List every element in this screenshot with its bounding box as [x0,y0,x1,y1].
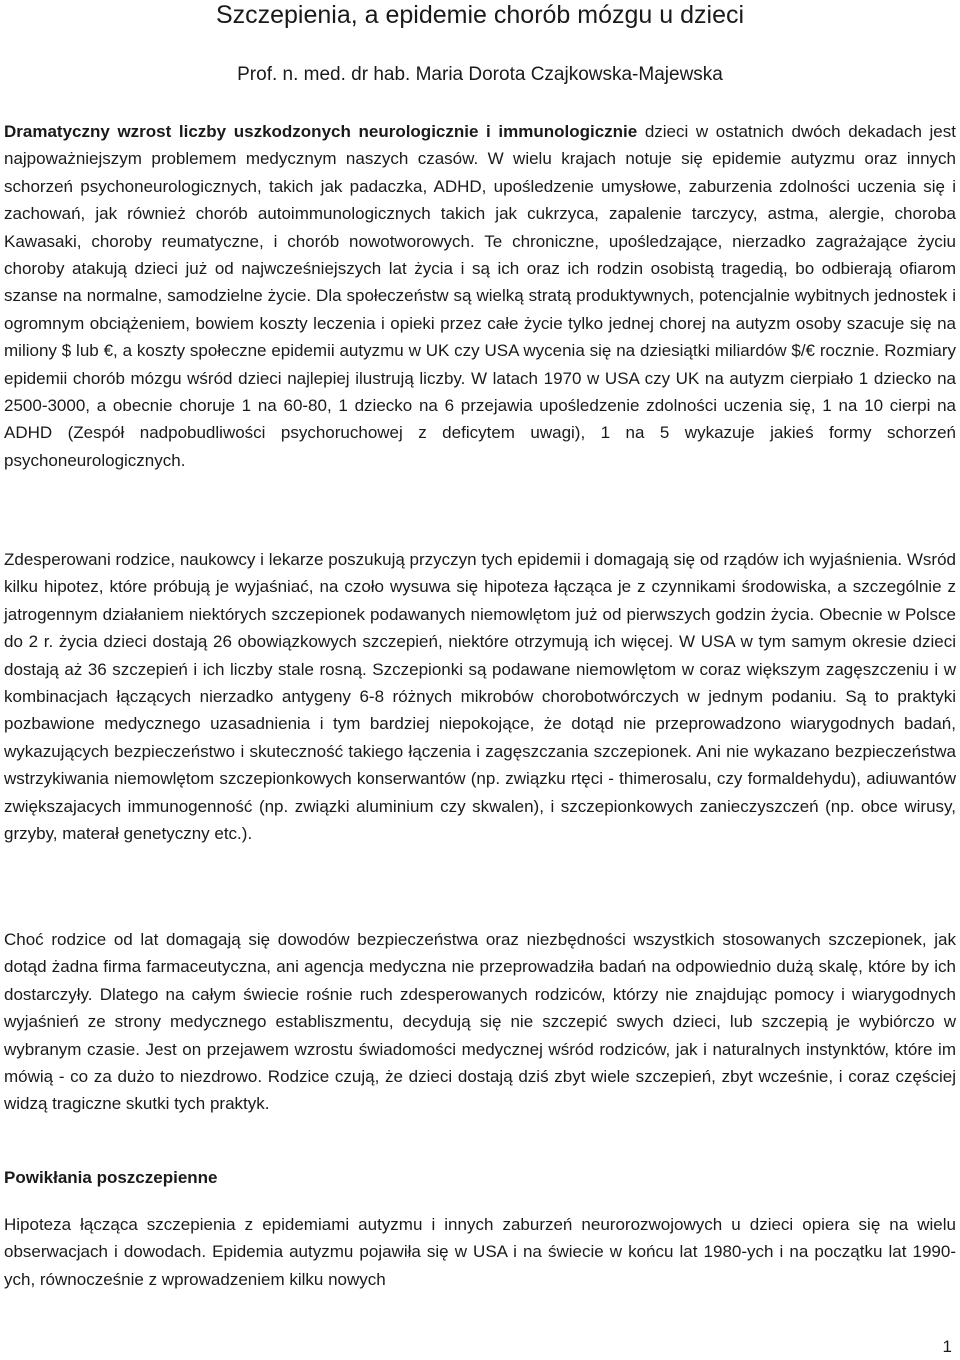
page-number: 1 [942,1337,952,1356]
paragraph-intro-lead: Dramatyczny wzrost liczby uszkodzonych neurologicznie i immunologicznie [4,122,638,141]
author-line: Prof. n. med. dr hab. Maria Dorota Czajkowska-Majewska [237,64,723,85]
paragraph-intro-text: dzieci w ostatnich dwóch dekadach jest najpoważniejszym problemem medycznym naszych czasów. W wielu krajach notuje się epidemie autyzmu oraz innych schorzeń psychoneurologicznych, takich jak padaczka, ADHD, upośledzenie umysłowe, zaburzenia zdolności uczenia się i zachowań, jak również chorób autoimmunologicznych takich jak cukrzyca, zapalenie tarczycy, astma, alergie, choroba Kawasaki, choroby reumatyczne, i chorób nowotworowych. Te chroniczne, upośledzające, nierzadko zagrażające życiu choroby atakują dzieci już od najwcześniejszych lat życia i są ich oraz ich rodzin osobistą tragedią, bo odbierają ofiarom szanse na normalne, samodzielne życie. Dla społeczeństw są wielką stratą produktywnych, potencjalnie wybitnych jednostek i ogromnym obciążeniem, bowiem koszty leczenia i opieki przez całe życie tylko jednej chorej na autyzm osoby szacuje się na miliony $ lub €, a koszty społeczne epidemii autyzmu w UK czy USA wycenia się na dziesiątki miliardów $/€ rocznie. Rozmiary epidemii chorób mózgu wśród dzieci najlepiej ilustrują liczby. W latach 1970 w USA czy UK na autyzm cierpiało 1 dziecko na 2500-3000, a obecnie choruje 1 na 60-80, 1 dziecko na 6 przejawia upośledzenie zdolności uczenia się, 1 na 10 cierpi na ADHD (Zespół nadpobudliwości psychoruchowej z deficytem uwagi), 1 na 5 wykazuje jakieś formy schorzeń psychoneurologicznych. [4,122,956,470]
paragraph-intro [4,118,956,474]
paragraph-hypotheses: Zdesperowani rodzice, naukowcy i lekarze poszukują przyczyn tych epidemii i domagają się od rządów ich wyjaśnienia. Wsród kilku hipotez, które próbują je wyjaśniać, na czoło wysuwa się hipoteza łącząca je z czynnikami środowiska, a szczególnie z jatrogennym działaniem niektórych szczepionek podawanych niemowlętom już od pierwszych godzin życia. Obecnie w Polsce do 2 r. życia dzieci dostają 26 obowiązkowych szczepień, niektóre otrzymują ich więcej. W USA w tym samym okresie dzieci dostają aż 36 szczepień i ich liczby stale rosną. Szczepionki są podawane niemowlętom w coraz większym zagęszczeniu i w kombinacjach łączących nierzadko antygeny 6-8 różnych mikrobów chorobotwórczych w jednym podaniu. Są to praktyki pozbawione medycznego uzasadnienia i tym bardziej niepokojące, że dotąd nie przeprowadzono wiarygodnych badań, wykazujących bezpieczeństwo i skuteczność takiego łączenia i zagęszczania szczepionek. Ani nie wykazano bezpieczeństwa wstrzykiwania niemowlętom szczepionkowych konserwantów (np. związku rtęci - thimerosalu, czy formaldehydu), adiuwantów zwiększajacych immunogenność (np. związki aluminium czy skwalen), i szczepionkowych zanieczyszczeń (np. obce wirusy, grzyby, materał genetyczny etc.). [4,550,956,844]
paragraph-complications: Hipoteza łącząca szczepienia z epidemiami autyzmu i innych zaburzeń neurorozwojowych u dzieci opiera się na wielu obserwacjach i dowodach. Epidemia autyzmu pojawiła się w USA i na świecie w końcu lat 1980-ych i na początku lat 1990-ych, równocześnie z wprowadzeniem kilku nowych [4,1215,956,1289]
document-title: Szczepienia, a epidemie chorób mózgu u dzieci [215,1,745,29]
paragraph-parents: Choć rodzice od lat domagają się dowodów bezpieczeństwa oraz niezbędności wszystkich stosowanych szczepionek, jak dotąd żadna firma farmaceutyczna, ani agencja medyczna nie przeprowadziła badań na odpowiednio dużą skalę, które by ich dostarczyły. Dlatego na całym świecie rośnie ruch zdesperowanych rodziców, którzy nie znajdując pomocy i wiarygodnych wyjaśnień ze strony medycznego establiszmentu, decydują się nie szczepić swych dzieci, lub szczepią je wybiórczo w wybranym czasie. Jest on przejawem wzrostu świadomości medycznej wśród rodziców, jak i naturalnych instynktów, które im mówią - co za dużo to niezdrowo. Rodzice czują, że dzieci dostają dziś zbyt wiele szczepień, zbyt wcześnie, i coraz częściej widzą tragiczne skutki tych praktyk. [4,930,956,1114]
section-heading: Powikłania poszczepienne [4,1168,218,1187]
